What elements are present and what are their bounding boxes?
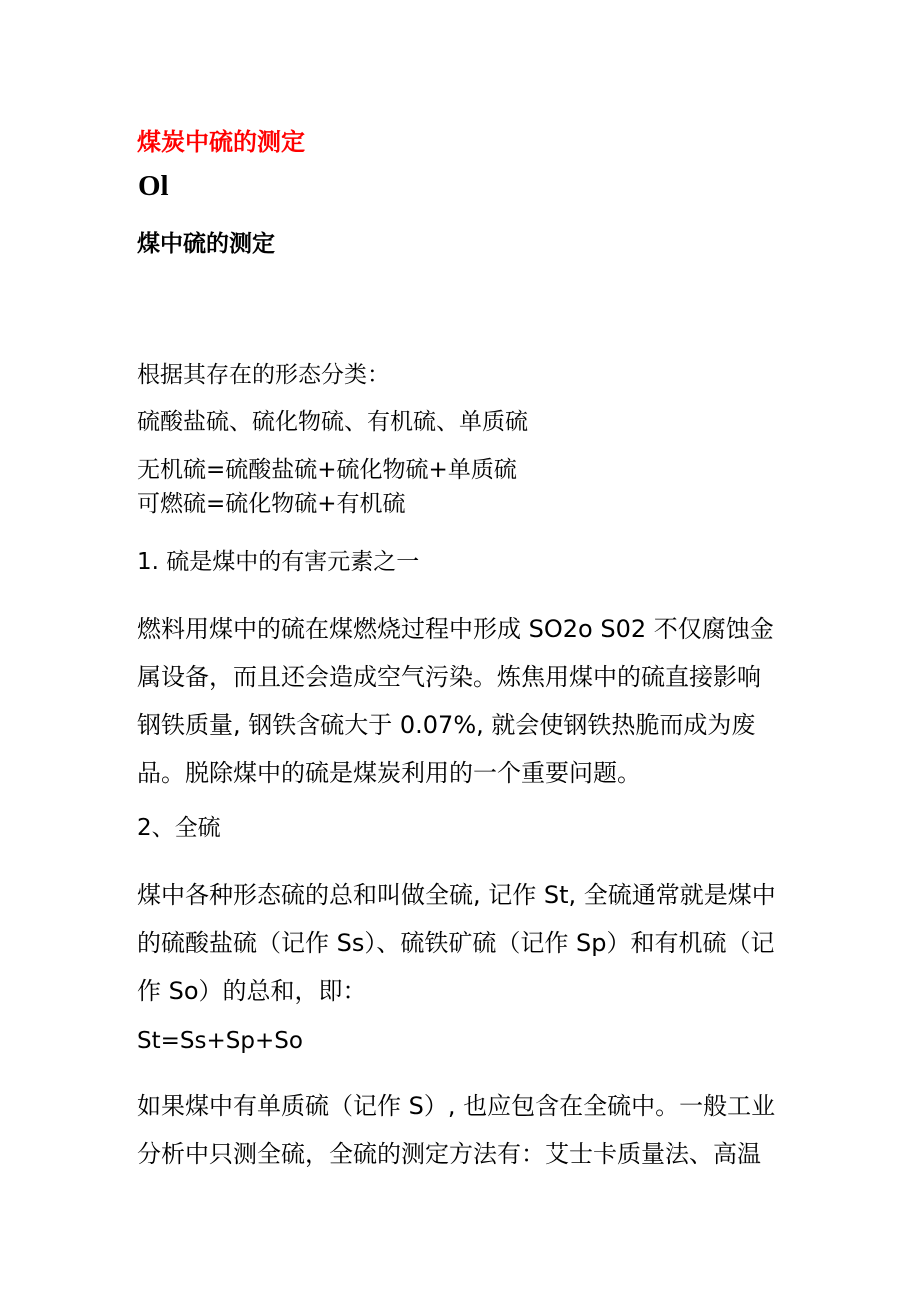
total-sulfur-definition	[137, 871, 776, 1015]
point2-heading: 2、全硫	[137, 815, 221, 841]
combustible-sulfur-formula: 可燃硫=硫化物硫+有机硫	[137, 491, 406, 517]
paragraph-line: 属设备，而且还会造成空气污染。炼焦用煤中的硫直接影响	[137, 663, 761, 691]
paragraph-line: 品。脱除煤中的硫是煤炭利用的一个重要问题。	[137, 759, 641, 787]
paragraph-line: 作 So）的总和，即：	[137, 977, 367, 1005]
measurement-methods-paragraph	[137, 1082, 775, 1178]
point1-heading: 1. 硫是煤中的有害元素之一	[137, 549, 420, 575]
total-sulfur-formula: St=Ss+Sp+So	[137, 1028, 303, 1054]
section-heading: 煤中硫的测定	[137, 231, 275, 257]
document-title: 煤炭中硫的测定	[137, 128, 305, 156]
paragraph-line: 煤中各种形态硫的总和叫做全硫, 记作 St, 全硫通常就是煤中	[137, 881, 776, 909]
section-number: Ol	[138, 170, 169, 202]
classification-intro: 根据其存在的形态分类：	[137, 362, 390, 388]
point1-paragraph	[137, 605, 774, 797]
paragraph-line: 钢铁质量, 钢铁含硫大于 0.07%, 就会使钢铁热脆而成为废	[137, 711, 756, 739]
paragraph-line: 如果煤中有单质硫（记作 S）, 也应包含在全硫中。一般工业	[137, 1092, 776, 1120]
paragraph-line: 的硫酸盐硫（记作 Ss）、硫铁矿硫（记作 Sp）和有机硫（记	[137, 929, 775, 957]
inorganic-sulfur-formula: 无机硫=硫酸盐硫+硫化物硫+单质硫	[137, 457, 517, 483]
classification-types: 硫酸盐硫、硫化物硫、有机硫、单质硫	[137, 409, 528, 435]
paragraph-line: 燃料用煤中的硫在煤燃烧过程中形成 SO2o S02 不仅腐蚀金	[137, 615, 774, 643]
paragraph-line: 分析中只测全硫，全硫的测定方法有：艾士卡质量法、高温	[137, 1140, 761, 1168]
